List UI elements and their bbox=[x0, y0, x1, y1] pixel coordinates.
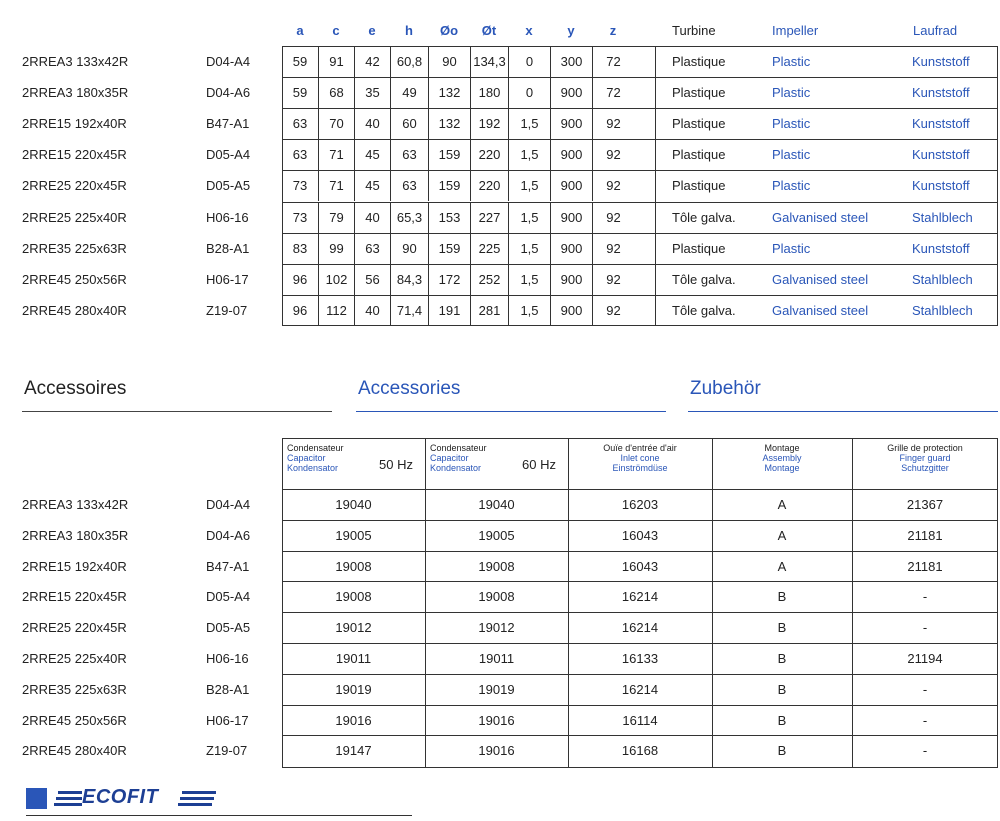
accessory-cell: 19016 bbox=[478, 743, 515, 759]
accessory-cell: 16214 bbox=[621, 620, 659, 636]
accessory-cell: A bbox=[777, 527, 787, 543]
dimension-cell: 1,5 bbox=[508, 139, 550, 170]
row-divider bbox=[282, 139, 998, 140]
dimension-cell: 220 bbox=[470, 139, 508, 170]
accessory-cell: 19019 bbox=[335, 681, 372, 697]
dimension-cell: 900 bbox=[550, 170, 592, 201]
column-header: a bbox=[296, 23, 304, 38]
dimension-cell: 1,5 bbox=[508, 264, 550, 295]
model-name: 2RRE15 192x40R bbox=[22, 116, 127, 132]
model-code: D05-A5 bbox=[206, 178, 251, 194]
accessories-title-fr: Accessoires bbox=[24, 378, 127, 399]
model-name: 2RRE25 220x45R bbox=[22, 178, 127, 194]
column-header: Øt bbox=[481, 23, 497, 38]
material-cell: Plastic bbox=[772, 85, 811, 101]
accessory-cell: A bbox=[777, 497, 787, 512]
dimension-cell: 84,3 bbox=[390, 264, 428, 295]
accessory-cell: 19016 bbox=[335, 712, 372, 728]
dimension-cell: 1,5 bbox=[508, 108, 550, 139]
row-divider bbox=[282, 643, 998, 644]
model-code: D04-A6 bbox=[206, 527, 251, 543]
material-cell: Kunststoff bbox=[912, 85, 970, 101]
dimension-cell: 172 bbox=[428, 264, 470, 295]
material-cell: Tôle galva. bbox=[672, 271, 736, 287]
header-line-en: Finger guard bbox=[899, 453, 951, 463]
material-cell: Kunststoff bbox=[912, 240, 970, 256]
column-header: Øo bbox=[439, 23, 459, 38]
row-divider bbox=[282, 77, 998, 78]
accessory-header bbox=[430, 443, 520, 473]
header-line-fr: Condensateur bbox=[287, 443, 344, 453]
dimension-cell: 40 bbox=[354, 295, 390, 326]
model-name: 2RRE45 250x56R bbox=[22, 712, 127, 728]
dimension-cell: 59 bbox=[292, 85, 308, 101]
model-name: 2RRE35 225x63R bbox=[22, 240, 127, 256]
dimension-cell: 180 bbox=[470, 77, 508, 108]
divider-fr bbox=[22, 411, 332, 412]
accessory-cell: 19019 bbox=[478, 681, 515, 697]
row-divider bbox=[282, 705, 998, 706]
accessory-cell: 19011 bbox=[478, 651, 515, 666]
dimension-cell: 45 bbox=[354, 139, 390, 170]
accessory-cell: - bbox=[922, 589, 928, 605]
dimension-cell: 220 bbox=[470, 170, 508, 201]
row-divider bbox=[282, 108, 998, 109]
dimension-cell: 900 bbox=[550, 264, 592, 295]
accessory-cell: 21194 bbox=[907, 651, 943, 666]
accessory-cell: 19012 bbox=[335, 620, 372, 636]
accessory-cell: 21181 bbox=[907, 527, 943, 543]
dimension-cell: 35 bbox=[354, 77, 390, 108]
header-line-en: Assembly bbox=[762, 453, 802, 463]
dimension-cell: 40 bbox=[354, 108, 390, 139]
accessory-cell: B bbox=[777, 712, 787, 728]
header-line-de: Einströmdüse bbox=[612, 463, 668, 473]
dimension-cell: 83 bbox=[292, 240, 308, 256]
dimension-cell: 63 bbox=[292, 147, 308, 163]
logo-stripe-right bbox=[180, 797, 214, 800]
dimension-cell: 42 bbox=[354, 46, 390, 77]
dimension-cell: 73 bbox=[292, 209, 308, 225]
model-name: 2RRE25 220x45R bbox=[22, 620, 127, 636]
accessory-cell: 16203 bbox=[621, 497, 659, 512]
accessory-cell: 19147 bbox=[335, 743, 372, 759]
dimension-cell: 63 bbox=[354, 233, 390, 264]
frequency-label: 60 Hz bbox=[522, 457, 556, 472]
dimension-cell: 63 bbox=[390, 170, 428, 201]
dimension-cell: 92 bbox=[592, 139, 634, 170]
dimension-cell: 56 bbox=[354, 264, 390, 295]
accessory-header bbox=[852, 443, 998, 473]
dimension-cell: 71,4 bbox=[390, 295, 428, 326]
dimension-cell: 192 bbox=[470, 108, 508, 139]
row-divider bbox=[282, 674, 998, 675]
dimension-cell: 0 bbox=[508, 77, 550, 108]
accessory-cell: 19012 bbox=[478, 620, 515, 636]
accessory-cell: - bbox=[922, 681, 928, 697]
dimension-cell: 60 bbox=[390, 108, 428, 139]
dimension-cell: 900 bbox=[550, 233, 592, 264]
row-divider bbox=[282, 202, 998, 203]
dimension-cell: 92 bbox=[592, 108, 634, 139]
accessory-cell: 19040 bbox=[478, 497, 515, 512]
material-cell: Plastic bbox=[772, 54, 811, 69]
material-cell: Plastique bbox=[672, 116, 726, 132]
model-code: H06-16 bbox=[206, 209, 249, 225]
dimension-cell: 92 bbox=[592, 264, 634, 295]
accessory-cell: 19008 bbox=[335, 558, 372, 574]
model-code: D05-A5 bbox=[206, 620, 251, 636]
dimension-cell: 90 bbox=[428, 46, 470, 77]
accessory-cell: - bbox=[922, 743, 928, 759]
dimension-cell: 90 bbox=[390, 233, 428, 264]
dimension-cell: 72 bbox=[592, 46, 634, 77]
dimension-cell: 191 bbox=[428, 295, 470, 326]
dimension-cell: 63 bbox=[390, 139, 428, 170]
model-code: B47-A1 bbox=[206, 116, 250, 132]
model-name: 2RRE35 225x63R bbox=[22, 681, 127, 697]
column-header: y bbox=[567, 23, 575, 38]
dimension-cell: 300 bbox=[550, 46, 592, 77]
header-line-en: Capacitor bbox=[287, 453, 326, 463]
material-cell: Galvanised steel bbox=[772, 302, 869, 318]
dimension-cell: 227 bbox=[470, 202, 508, 233]
model-code: B47-A1 bbox=[206, 558, 250, 574]
dimension-cell: 60,8 bbox=[390, 46, 428, 77]
dimension-cell: 225 bbox=[470, 233, 508, 264]
dimension-cell: 900 bbox=[550, 139, 592, 170]
material-header: Laufrad bbox=[913, 23, 958, 38]
material-cell: Stahlblech bbox=[912, 209, 973, 225]
model-name: 2RREA3 180x35R bbox=[22, 527, 129, 543]
material-cell: Kunststoff bbox=[912, 116, 970, 132]
model-code: D04-A4 bbox=[206, 54, 251, 69]
row-divider bbox=[282, 735, 998, 736]
accessory-header bbox=[712, 443, 852, 473]
material-cell: Stahlblech bbox=[912, 271, 973, 287]
dimension-cell: 1,5 bbox=[508, 170, 550, 201]
accessory-header bbox=[287, 443, 377, 473]
accessory-cell: B bbox=[777, 651, 787, 666]
material-cell: Plastique bbox=[672, 85, 726, 101]
model-code: H06-17 bbox=[206, 712, 249, 728]
header-line-fr: Condensateur bbox=[430, 443, 487, 453]
accessory-cell: 21367 bbox=[906, 497, 944, 512]
header-line-fr: Montage bbox=[764, 443, 800, 453]
column-header: h bbox=[405, 23, 413, 38]
accessory-cell: 16043 bbox=[621, 527, 659, 543]
material-cell: Plastique bbox=[672, 178, 726, 194]
dimension-cell: 68 bbox=[318, 77, 354, 108]
dimension-cell: 159 bbox=[428, 170, 470, 201]
dimension-cell: 102 bbox=[318, 264, 354, 295]
row-divider bbox=[282, 612, 998, 613]
row-divider bbox=[282, 520, 998, 521]
accessory-cell: B bbox=[777, 743, 787, 759]
dimension-cell: 79 bbox=[318, 202, 354, 233]
material-cell: Kunststoff bbox=[912, 178, 970, 194]
model-name: 2RREA3 180x35R bbox=[22, 85, 129, 101]
material-cell: Tôle galva. bbox=[672, 302, 736, 318]
header-line-fr: Ouïe d'entrée d'air bbox=[603, 443, 677, 453]
model-code: D04-A6 bbox=[206, 85, 251, 101]
model-name: 2RREA3 133x42R bbox=[22, 54, 129, 69]
dimension-cell: 900 bbox=[550, 77, 592, 108]
model-code: H06-16 bbox=[206, 651, 249, 666]
dimension-cell: 900 bbox=[550, 108, 592, 139]
model-name: 2RRE45 280x40R bbox=[22, 743, 127, 759]
logo-stripe-left bbox=[56, 797, 82, 800]
dimension-cell: 49 bbox=[390, 77, 428, 108]
model-name: 2RRE45 280x40R bbox=[22, 302, 127, 318]
material-header: Turbine bbox=[672, 23, 716, 38]
header-line-de: Kondensator bbox=[430, 463, 482, 473]
model-code: B28-A1 bbox=[206, 681, 250, 697]
dimension-cell: 99 bbox=[318, 233, 354, 264]
dimension-cell: 92 bbox=[592, 202, 634, 233]
column-header: x bbox=[525, 23, 533, 38]
material-cell: Plastique bbox=[672, 54, 726, 69]
material-cell: Galvanised steel bbox=[772, 209, 869, 225]
logo-text: ECOFIT bbox=[82, 786, 159, 808]
footer-line bbox=[26, 815, 412, 816]
dimension-cell: 91 bbox=[318, 46, 354, 77]
row-divider bbox=[282, 233, 998, 234]
accessory-cell: 19008 bbox=[478, 589, 515, 605]
material-cell: Plastic bbox=[772, 240, 811, 256]
model-code: Z19-07 bbox=[206, 743, 248, 759]
model-code: Z19-07 bbox=[206, 302, 248, 318]
model-name: 2RRE45 250x56R bbox=[22, 271, 127, 287]
accessory-cell: 19011 bbox=[335, 651, 372, 666]
dimension-cell: 159 bbox=[428, 233, 470, 264]
divider-en bbox=[356, 411, 666, 412]
dimension-cell: 1,5 bbox=[508, 233, 550, 264]
logo-square bbox=[26, 788, 47, 809]
header-line-de: Kondensator bbox=[287, 463, 339, 473]
dimension-cell: 1,5 bbox=[508, 295, 550, 326]
dimension-cell: 112 bbox=[318, 295, 354, 326]
dimension-cell: 1,5 bbox=[508, 202, 550, 233]
accessory-cell: 19008 bbox=[335, 589, 372, 605]
accessory-cell: - bbox=[922, 620, 928, 636]
material-cell: Plastic bbox=[772, 116, 811, 132]
column-header: e bbox=[368, 23, 376, 38]
model-code: H06-17 bbox=[206, 271, 249, 287]
dimension-cell: 900 bbox=[550, 202, 592, 233]
header-line-en: Capacitor bbox=[430, 453, 469, 463]
material-cell: Plastic bbox=[772, 147, 811, 163]
dimension-cell: 132 bbox=[428, 108, 470, 139]
frequency-label: 50 Hz bbox=[379, 457, 413, 472]
accessory-cell: B bbox=[777, 681, 787, 697]
logo-stripe-right bbox=[178, 803, 212, 806]
dimension-cell: 92 bbox=[592, 295, 634, 326]
material-cell: Kunststoff bbox=[912, 54, 970, 69]
dimension-cell: 72 bbox=[592, 77, 634, 108]
dimension-cell: 71 bbox=[318, 139, 354, 170]
dimension-cell: 96 bbox=[292, 302, 308, 318]
dimension-cell: 59 bbox=[292, 54, 308, 69]
row-divider bbox=[282, 551, 998, 552]
model-name: 2RRE15 220x45R bbox=[22, 589, 127, 605]
dimension-cell: 92 bbox=[592, 170, 634, 201]
dimension-cell: 45 bbox=[354, 170, 390, 201]
accessory-header bbox=[568, 443, 712, 473]
accessory-cell: 19016 bbox=[478, 712, 515, 728]
model-code: D05-A4 bbox=[206, 147, 251, 163]
header-line-de: Schutzgitter bbox=[901, 463, 949, 473]
logo-stripe-right bbox=[182, 791, 216, 794]
model-code: D05-A4 bbox=[206, 589, 251, 605]
accessory-cell: 19008 bbox=[478, 558, 515, 574]
model-code: D04-A4 bbox=[206, 497, 251, 512]
accessories-title-en: Accessories bbox=[358, 378, 461, 399]
accessory-cell: 16133 bbox=[621, 651, 659, 666]
dimension-cell: 0 bbox=[508, 46, 550, 77]
dimension-cell: 71 bbox=[318, 170, 354, 201]
accessory-cell: 16114 bbox=[622, 712, 658, 728]
header-line-en: Inlet cone bbox=[620, 453, 660, 463]
model-name: 2RREA3 133x42R bbox=[22, 497, 129, 512]
dimension-cell: 96 bbox=[292, 271, 308, 287]
accessory-cell: 21181 bbox=[907, 558, 943, 574]
material-cell: Plastique bbox=[672, 240, 726, 256]
dimension-cell: 252 bbox=[470, 264, 508, 295]
accessory-cell: B bbox=[777, 620, 787, 636]
header-line-de: Montage bbox=[764, 463, 800, 473]
accessory-cell: 19005 bbox=[335, 527, 372, 543]
material-cell: Stahlblech bbox=[912, 302, 973, 318]
header-line-fr: Grille de protection bbox=[887, 443, 963, 453]
material-cell: Kunststoff bbox=[912, 147, 970, 163]
accessory-cell: 16168 bbox=[621, 743, 659, 759]
accessory-cell: B bbox=[777, 589, 787, 605]
model-name: 2RRE15 192x40R bbox=[22, 558, 127, 574]
dimension-cell: 73 bbox=[292, 178, 308, 194]
dimension-cell: 159 bbox=[428, 139, 470, 170]
accessory-cell: 19040 bbox=[335, 497, 372, 512]
row-divider bbox=[282, 170, 998, 171]
logo-stripe-left bbox=[58, 791, 82, 794]
material-cell: Galvanised steel bbox=[772, 271, 869, 287]
dimension-cell: 40 bbox=[354, 202, 390, 233]
material-cell: Tôle galva. bbox=[672, 209, 736, 225]
accessory-cell: A bbox=[777, 558, 787, 574]
model-name: 2RRE25 225x40R bbox=[22, 651, 127, 666]
divider-de bbox=[688, 411, 998, 412]
accessory-cell: - bbox=[922, 712, 928, 728]
accessories-title-de: Zubehör bbox=[690, 378, 761, 399]
row-divider bbox=[282, 264, 998, 265]
dimension-cell: 900 bbox=[550, 295, 592, 326]
dimension-cell: 65,3 bbox=[390, 202, 428, 233]
accessory-cell: 16214 bbox=[621, 681, 659, 697]
logo-stripe-left bbox=[54, 803, 82, 806]
column-header: c bbox=[332, 23, 340, 38]
material-header: Impeller bbox=[772, 23, 819, 38]
accessory-cell: 16214 bbox=[621, 589, 659, 605]
material-cell: Plastic bbox=[772, 178, 811, 194]
dimension-cell: 132 bbox=[428, 77, 470, 108]
dimension-cell: 281 bbox=[470, 295, 508, 326]
model-name: 2RRE25 225x40R bbox=[22, 209, 127, 225]
dimension-cell: 92 bbox=[592, 233, 634, 264]
column-header: z bbox=[609, 23, 617, 38]
model-name: 2RRE15 220x45R bbox=[22, 147, 127, 163]
dimension-cell: 134,3 bbox=[470, 46, 508, 77]
material-cell: Plastique bbox=[672, 147, 726, 163]
dimension-cell: 63 bbox=[292, 116, 308, 132]
accessory-cell: 16043 bbox=[621, 558, 659, 574]
row-divider bbox=[282, 581, 998, 582]
dimension-cell: 70 bbox=[318, 108, 354, 139]
model-code: B28-A1 bbox=[206, 240, 250, 256]
row-divider bbox=[282, 295, 998, 296]
dimension-cell: 153 bbox=[428, 202, 470, 233]
accessory-cell: 19005 bbox=[478, 527, 515, 543]
